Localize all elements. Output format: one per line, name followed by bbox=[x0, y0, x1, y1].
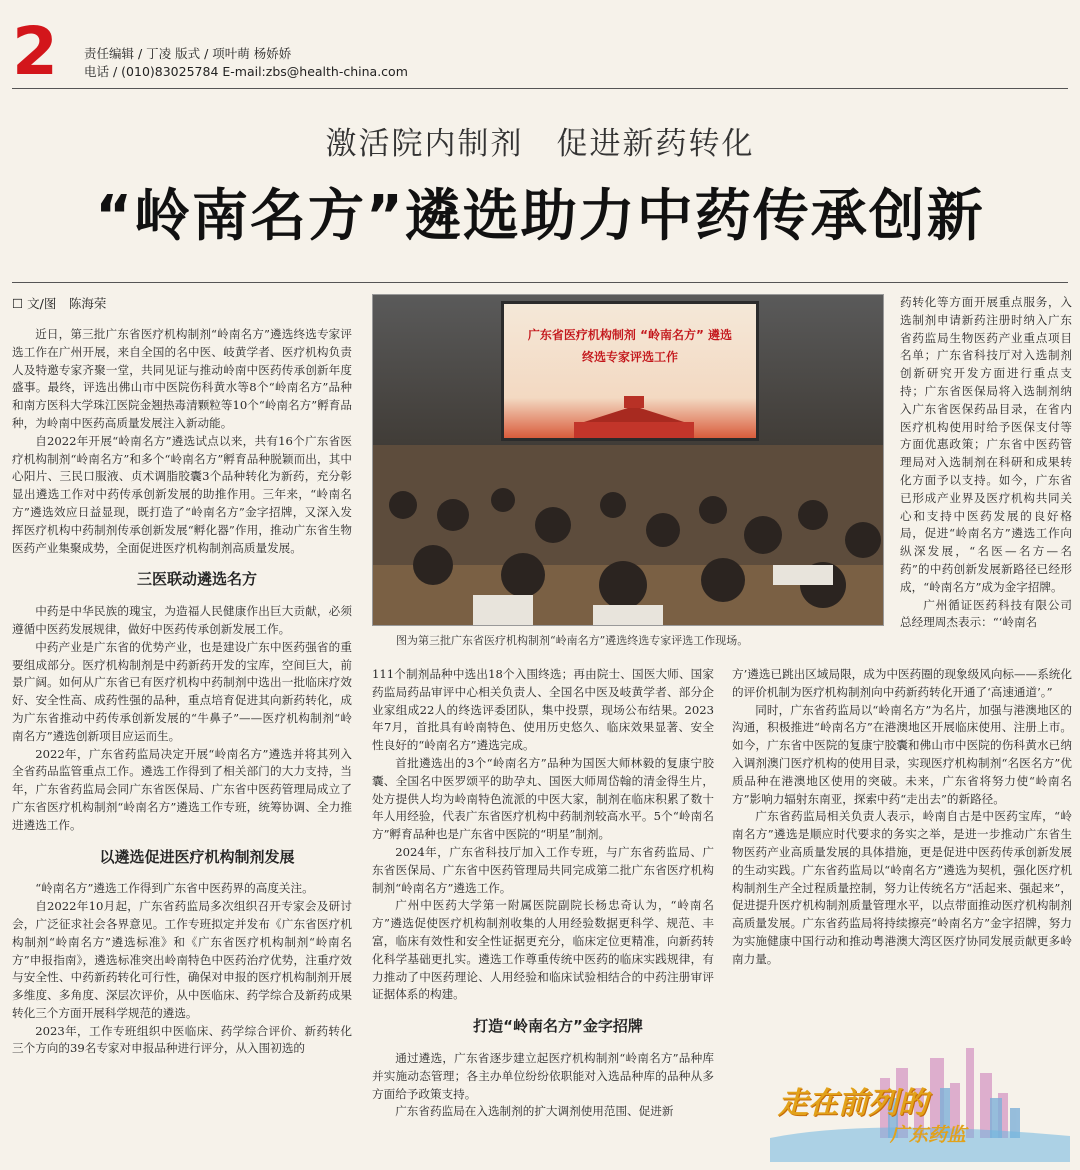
paragraph: “岭南名方”遴选工作得到广东省中医药界的高度关注。 bbox=[35, 881, 314, 896]
section-heading: 三医联动遴选名方 bbox=[136, 570, 257, 589]
paragraph: 近日，第三批广东省医疗机构制剂“岭南名方”遴选终选专家评选工作在广州开展，来自全国的名中医、岐黄学者、医疗机构负责人及特邀专家齐聚一堂，共同见证与推动岭南中医药传承创新年度盛事。最终，评选出佛山市中医院伤科黄水等8个“岭南名方”品种和南方医科大学珠江医院金翘热毒清颗粒等10个“岭南名方”孵育品种，为岭南中医药高质量发展注入新动能。 bbox=[12, 327, 352, 430]
paragraph: 广州中医药大学第一附属医院副院长杨忠奇认为，“岭南名方”遴选促使医疗机构制剂收集的人用经验数据更科学、规范、丰富，临床有效性和安全性证据更充分，临床定位更精准，向新药转化科学基础更扎实。遴选工作尊重传统中医药的临床实践规律，有力推动了中医药理论、人用经验和临床试验相结合的中药注册审评证据体系的构建。 bbox=[372, 898, 714, 1002]
paragraph: 药转化等方面开展重点服务，入选制剂申请新药注册时纳入广东省药监局生物医药产业重点项目名单；广东省科技厅对入选制剂创新研究开发方面进行重点支持；广东省医保局将入选制剂纳入广东省医保药品目录，在省内医疗机构使用时给予医保支付等方面优惠政策；广东省中医药管理局对入选制剂在科研和成果转化方面予以支持。如今，广东省已形成产业界及医疗机构共同关心和支持中医药发展的良好格局，促进“岭南名方”遴选工作向纵深发展，“名医—名方—名药”的中药创新发展新路径已经形成，“岭南名方”成为金字招牌。 bbox=[900, 295, 1072, 594]
article-column-3-bottom bbox=[732, 666, 1072, 1036]
paragraph: 2022年，广东省药监局决定开展“岭南名方”遴选并将其列入全省药品监管重点工作。遴选工作得到了相关部门的大力支持，当年，广东省药监局会同广东省医保局、广东省中医药管理局成立了广东省医疗机构制剂“岭南名方”遴选工作专班，统筹协调、全力推进遴选工作。 bbox=[12, 746, 352, 832]
screen-title-line1: 广东省医疗机构制剂 “岭南名方” 遴选 bbox=[527, 328, 733, 342]
paragraph: 广州循证医药科技有限公司总经理周杰表示：“‘岭南名 bbox=[900, 597, 1072, 630]
section-heading: 打造“岭南名方”金字招牌 bbox=[473, 1017, 643, 1036]
paragraph: 同时，广东省药监局以“岭南名方”为名片，加强与港澳地区的沟通，积极推进“岭南名方”在港澳地区开展临床使用、注册上市。如今，广东省中医院的复康宁胶囊和佛山市中医院的伤科黄水已纳入调剂澳门医疗机构的使用目录，实现医疗机构制剂“名医名方”优质品种在港澳地区使用的突破。未来，广东省将努力使“岭南名方”影响力辐射东南亚，探索中药“走出去”的新路径。 bbox=[732, 702, 1072, 806]
article-column-3-top bbox=[900, 294, 1072, 664]
logo-subtitle: 广东药监 bbox=[890, 1124, 967, 1146]
article-subheadline: 激活院内制剂 促进新药转化 bbox=[325, 126, 755, 162]
event-photo bbox=[372, 294, 884, 626]
contact-info: 电话 / (010)83025784 E-mail:zbs@health-china.com bbox=[84, 64, 408, 79]
screen-title-line2: 终选专家评选工作 bbox=[581, 350, 678, 364]
paragraph: 111个制剂品种中选出18个入围终选；再由院士、国医大师、国家药监局药品审评中心相关负责人、全国名中医及岐黄学者、部分企业家组成22人的终选评委团队，集中投票，现场公布结果。2023年7月，首批具有岭南特色、使用历史悠久、临床效果显著、安全性良好的“岭南名方”遴选完成。 bbox=[372, 667, 714, 753]
photo-caption: 图为第三批广东省医疗机构制剂“岭南名方”遴选终选专家评选工作现场。 bbox=[396, 634, 749, 647]
paragraph: 自2022年10月起，广东省药监局多次组织召开专家会及研讨会，广泛征求社会各界意见。工作专班拟定并发布《广东省医疗机构制剂“岭南名方”遴选标准》和《广东省医疗机构制剂“岭南名方”申报指南》，遴选标准突出岭南特色中医药治疗优势，注重疗效与安全性、中药新药转化可行性，确保对申报的医疗机构制剂开展多维度、多角度、深层次评价，从中医临床、药学综合及新药成果转化三个方面开展科学规范的遴选。 bbox=[12, 899, 352, 1020]
paragraph: 通过遴选，广东省逐步建立起医疗机构制剂“岭南名方”品种库并实施动态管理；各主办单位纷纷依职能对入选品种库的品种从多方面给予政策支持。 bbox=[372, 1050, 714, 1101]
guangdong-drug-regulation-logo bbox=[770, 1038, 1070, 1162]
audience-crowd bbox=[373, 445, 884, 626]
byline: ☐ 文/图 陈海荣 bbox=[12, 296, 107, 311]
paragraph: 2024年，广东省科技厅加入工作专班，与广东省药监局、广东省医保局、广东省中医药管理局共同完成第二批广东省医疗机构制剂“岭南名方”遴选工作。 bbox=[372, 844, 714, 895]
page-number: 2 bbox=[12, 13, 58, 90]
masthead bbox=[0, 0, 1080, 95]
paragraph: 2023年，工作专班组织中医临床、药学综合评价、新药转化三个方向的39名专家对申报品种进行评分，从入围初选的 bbox=[12, 1023, 352, 1056]
header-rule bbox=[12, 88, 1068, 89]
editor-credits: 责任编辑 / 丁凌 版式 / 项叶萌 杨娇娇 bbox=[84, 46, 292, 61]
article-headline: “岭南名方”遴选助力中药传承创新 bbox=[95, 184, 985, 249]
headline-rule bbox=[12, 282, 1068, 283]
paragraph: 方’遴选已跳出区域局限，成为中医药圈的现象级风向标——系统化的评价机制为医疗机构制剂向中药新药转化开通了‘高速通道’。” bbox=[732, 667, 1072, 699]
logo-slogan: 走在前列的 bbox=[778, 1086, 928, 1121]
paragraph: 中药产业是广东省的优势产业，也是建设广东中医药强省的重要组成部分。医疗机构制剂是中药新药开发的宝库，空间巨大，前景广阔。如何从广东省已有医疗机构中药制剂中选出一批临床疗效好、安全性高、成药性强的品种，重点培育促进其向新药转化，成为广东省推动中药传承创新发展的“牛鼻子”——医疗机构制剂“岭南名方”遴选创新项目应运而生。 bbox=[12, 639, 352, 743]
building-graphic-icon bbox=[564, 392, 704, 438]
paragraph: 广东省药监局相关负责人表示，岭南自古是中医药宝库，“岭南名方”遴选是顺应时代要求的务实之举，是进一步推动广东省生物医药产业高质量发展的具体措施，更是促进中医药传承创新发展的生动实践。广东省药监局以“岭南名方”遴选为契机，强化医疗机构制剂生产全过程质量控制，努力让传统名方“活起来、强起来”，促进提升医疗机构制剂质量管理水平，以点带面推动医疗机构制剂高质量发展。广东省药监局将持续擦亮“岭南名方”金字招牌，努力为实施健康中国行动和推动粤港澳大湾区医疗协同发展贡献更多岭南力量。 bbox=[732, 809, 1072, 966]
paragraph: 广东省药监局在入选制剂的扩大调剂使用范围、促进新 bbox=[395, 1104, 674, 1119]
paragraph: 自2022年开展“岭南名方”遴选试点以来，共有16个广东省医疗机构制剂“岭南名方”和多个“岭南名方”孵育品种脱颖而出，其中心阳片、三民口服液、贞术调脂胶囊3个品种转化为新药，充分彰显出遴选工作对中药传承创新发展的助推作用。三年来，“岭南名方”遴选效应日益显现，既打造了“岭南名方”金字招牌，又深入发挥医疗机构中药制剂传承创新发展“孵化器”作用，推动广东省生物医药产业集聚成势，全面促进医疗机构制剂高质量发展。 bbox=[12, 433, 352, 555]
article-column-1 bbox=[12, 326, 352, 1166]
article-column-2 bbox=[372, 666, 714, 1166]
section-heading: 以遴选促进医疗机构制剂发展 bbox=[99, 847, 295, 866]
paragraph: 中药是中华民族的瑰宝，为造福人民健康作出巨大贡献，必须遵循中医药发展规律，做好中医药传承创新发展工作。 bbox=[12, 604, 352, 636]
projection-screen bbox=[501, 301, 759, 441]
paragraph: 首批遴选出的3个“岭南名方”品种为国医大师林毅的复康宁胶囊、全国名中医罗颂平的助孕丸、国医大师周岱翰的清金得生片，处方提供人均为岭南特色流派的中医大家，制剂在临床积累了数十年人用经验，代表广东省医疗机构中药制剂较高水平。5个“岭南名方”孵育品种也是广东省中医院的“明星”制剂。 bbox=[372, 755, 714, 842]
